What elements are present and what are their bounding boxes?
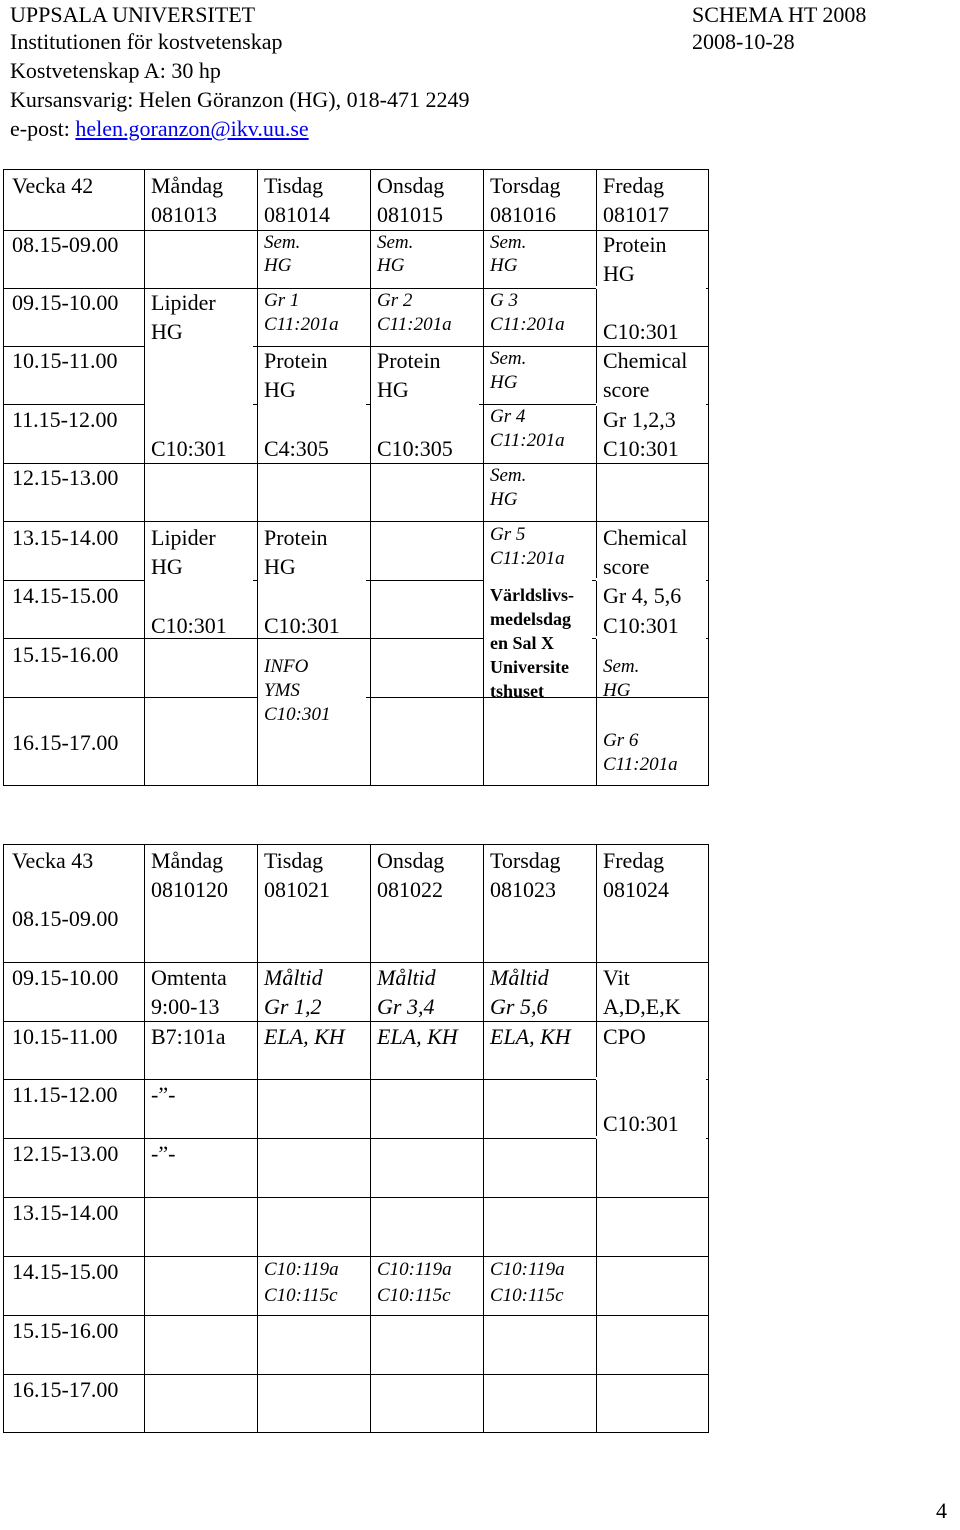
teacher: HG xyxy=(603,680,631,701)
email-link[interactable]: helen.goranzon@ikv.uu.se xyxy=(75,116,309,141)
room: C10:119a xyxy=(264,1259,339,1280)
teacher: HG xyxy=(151,554,183,579)
teacher: ELA, KH xyxy=(264,1024,345,1049)
teacher: HG xyxy=(151,319,183,344)
course-name: Kostvetenskap A: 30 hp xyxy=(10,58,221,83)
teacher: ELA, KH xyxy=(490,1024,571,1049)
schedule-date: 2008-10-28 xyxy=(692,29,795,54)
seminar: Sem. xyxy=(377,232,414,253)
teacher: HG xyxy=(603,261,635,286)
room: C11:201a xyxy=(490,430,565,451)
time-slot: 08.15-09.00 xyxy=(12,232,119,257)
room: C10:115c xyxy=(264,1285,338,1306)
day-name: Torsdag xyxy=(490,848,561,873)
course-item: Protein xyxy=(377,348,441,373)
day-date: 081015 xyxy=(377,202,443,227)
university-name: UPPSALA UNIVERSITET xyxy=(10,2,256,27)
info-session: INFO xyxy=(264,656,309,677)
event-text: en Sal X xyxy=(490,633,555,653)
room: C10:115c xyxy=(377,1285,451,1306)
info-session: YMS xyxy=(264,680,300,701)
course-item: Protein xyxy=(264,525,328,550)
course-item: Protein xyxy=(603,232,667,257)
time-slot: 09.15-10.00 xyxy=(12,290,119,315)
teacher: HG xyxy=(264,377,296,402)
group: Gr 1,2,3 xyxy=(603,407,676,432)
course-responsible: Kursansvarig: Helen Göranzon (HG), 018-471 2249 xyxy=(10,87,470,112)
time-slot: 15.15-16.00 xyxy=(12,1318,119,1343)
time-slot: 10.15-11.00 xyxy=(12,1024,118,1049)
group: Gr 5,6 xyxy=(490,994,548,1019)
day-name: Måndag xyxy=(151,173,224,198)
time-slot: 15.15-16.00 xyxy=(12,642,119,667)
room: C11:201a xyxy=(490,314,565,335)
day-date: 081021 xyxy=(264,877,330,902)
room: C10:301 xyxy=(264,613,340,638)
course-item: Måltid xyxy=(490,965,549,990)
seminar: Sem. xyxy=(490,232,527,253)
institution-name: Institutionen för kostvetenskap xyxy=(10,29,283,54)
teacher: HG xyxy=(264,255,292,276)
day-name: Tisdag xyxy=(264,173,324,198)
day-date: 0810120 xyxy=(151,877,228,902)
room: C4:305 xyxy=(264,436,329,461)
event-text: tshuset xyxy=(490,681,545,701)
week-label: Vecka 42 xyxy=(12,173,94,198)
room: C10:119a xyxy=(490,1259,565,1280)
room: C11:201a xyxy=(264,314,339,335)
course-item: A,D,E,K xyxy=(603,994,681,1019)
time-slot: 16.15-17.00 xyxy=(12,730,119,755)
room: C11:201a xyxy=(377,314,452,335)
teacher: HG xyxy=(490,372,518,393)
room: C10:301 xyxy=(603,1111,679,1136)
time-slot: 11.15-12.00 xyxy=(12,1082,118,1107)
room: C11:201a xyxy=(603,754,678,775)
course-item: score xyxy=(603,377,650,402)
course-item: Måltid xyxy=(377,965,436,990)
room: C10:301 xyxy=(603,436,679,461)
room: B7:101a xyxy=(151,1024,226,1049)
page-number: 4 xyxy=(936,1498,947,1523)
course-item: Chemical xyxy=(603,525,688,550)
room: C10:301 xyxy=(603,613,679,638)
group: Gr 5 xyxy=(490,524,526,545)
teacher: HG xyxy=(264,554,296,579)
time-slot: 12.15-13.00 xyxy=(12,465,119,490)
course-item: Omtenta xyxy=(151,965,227,990)
room: C10:301 xyxy=(603,319,679,344)
ditto-mark: -”- xyxy=(151,1141,176,1166)
room: C10:301 xyxy=(264,704,331,725)
course-item: score xyxy=(603,554,650,579)
day-date: 081022 xyxy=(377,877,443,902)
course-item: Lipider xyxy=(151,525,216,550)
course-item: Chemical xyxy=(603,348,688,373)
room: C10:119a xyxy=(377,1259,452,1280)
room: C10:301 xyxy=(151,613,227,638)
room: C10:301 xyxy=(151,436,227,461)
group: Gr 3,4 xyxy=(377,994,435,1019)
group: Gr 1,2 xyxy=(264,994,322,1019)
day-date: 081013 xyxy=(151,202,217,227)
time-slot: 12.15-13.00 xyxy=(12,1141,119,1166)
day-name: Torsdag xyxy=(490,173,561,198)
teacher: HG xyxy=(490,489,518,510)
time-slot: 08.15-09.00 xyxy=(12,906,119,931)
room: C10:115c xyxy=(490,1285,564,1306)
day-name: Onsdag xyxy=(377,173,445,198)
day-date: 081016 xyxy=(490,202,556,227)
group: Gr 2 xyxy=(377,290,413,311)
email-line xyxy=(10,114,309,143)
day-name: Tisdag xyxy=(264,848,324,873)
time-slot: 14.15-15.00 xyxy=(12,583,119,608)
group: G 3 xyxy=(490,290,518,311)
course-item: Lipider xyxy=(151,290,216,315)
room: C10:305 xyxy=(377,436,453,461)
day-name: Fredag xyxy=(603,848,665,873)
teacher: ELA, KH xyxy=(377,1024,458,1049)
day-name: Måndag xyxy=(151,848,224,873)
day-date: 081024 xyxy=(603,877,669,902)
seminar: Sem. xyxy=(264,232,301,253)
day-name: Fredag xyxy=(603,173,665,198)
day-date: 081017 xyxy=(603,202,669,227)
course-item: Protein xyxy=(264,348,328,373)
teacher: HG xyxy=(490,255,518,276)
time-slot: 13.15-14.00 xyxy=(12,1200,119,1225)
event-text: Världslivs- xyxy=(490,585,575,605)
time-slot: 11.15-12.00 xyxy=(12,407,118,432)
course-item: Måltid xyxy=(264,965,323,990)
group: Gr 6 xyxy=(603,730,639,751)
exam-time: 9:00-13 xyxy=(151,994,220,1019)
day-date: 081023 xyxy=(490,877,556,902)
seminar: Sem. xyxy=(603,656,640,677)
teacher: HG xyxy=(377,255,405,276)
teacher: HG xyxy=(377,377,409,402)
time-slot: 16.15-17.00 xyxy=(12,1377,119,1402)
schedule-title: SCHEMA HT 2008 xyxy=(692,2,867,27)
seminar: Sem. xyxy=(490,465,527,486)
group: Gr 1 xyxy=(264,290,300,311)
time-slot: 13.15-14.00 xyxy=(12,525,119,550)
group: Gr 4, 5,6 xyxy=(603,583,682,608)
week-label: Vecka 43 xyxy=(12,848,94,873)
room: C11:201a xyxy=(490,548,565,569)
day-name: Onsdag xyxy=(377,848,445,873)
time-slot: 10.15-11.00 xyxy=(12,348,118,373)
time-slot: 09.15-10.00 xyxy=(12,965,119,990)
event-text: medelsdag xyxy=(490,609,571,629)
course-item: CPO xyxy=(603,1024,646,1049)
ditto-mark: -”- xyxy=(151,1082,176,1107)
seminar: Sem. xyxy=(490,348,527,369)
email-prefix: e-post: xyxy=(10,116,76,141)
course-item: Vit xyxy=(603,965,630,990)
time-slot: 14.15-15.00 xyxy=(12,1259,119,1284)
event-text: Universite xyxy=(490,657,569,677)
group: Gr 4 xyxy=(490,406,526,427)
day-date: 081014 xyxy=(264,202,330,227)
